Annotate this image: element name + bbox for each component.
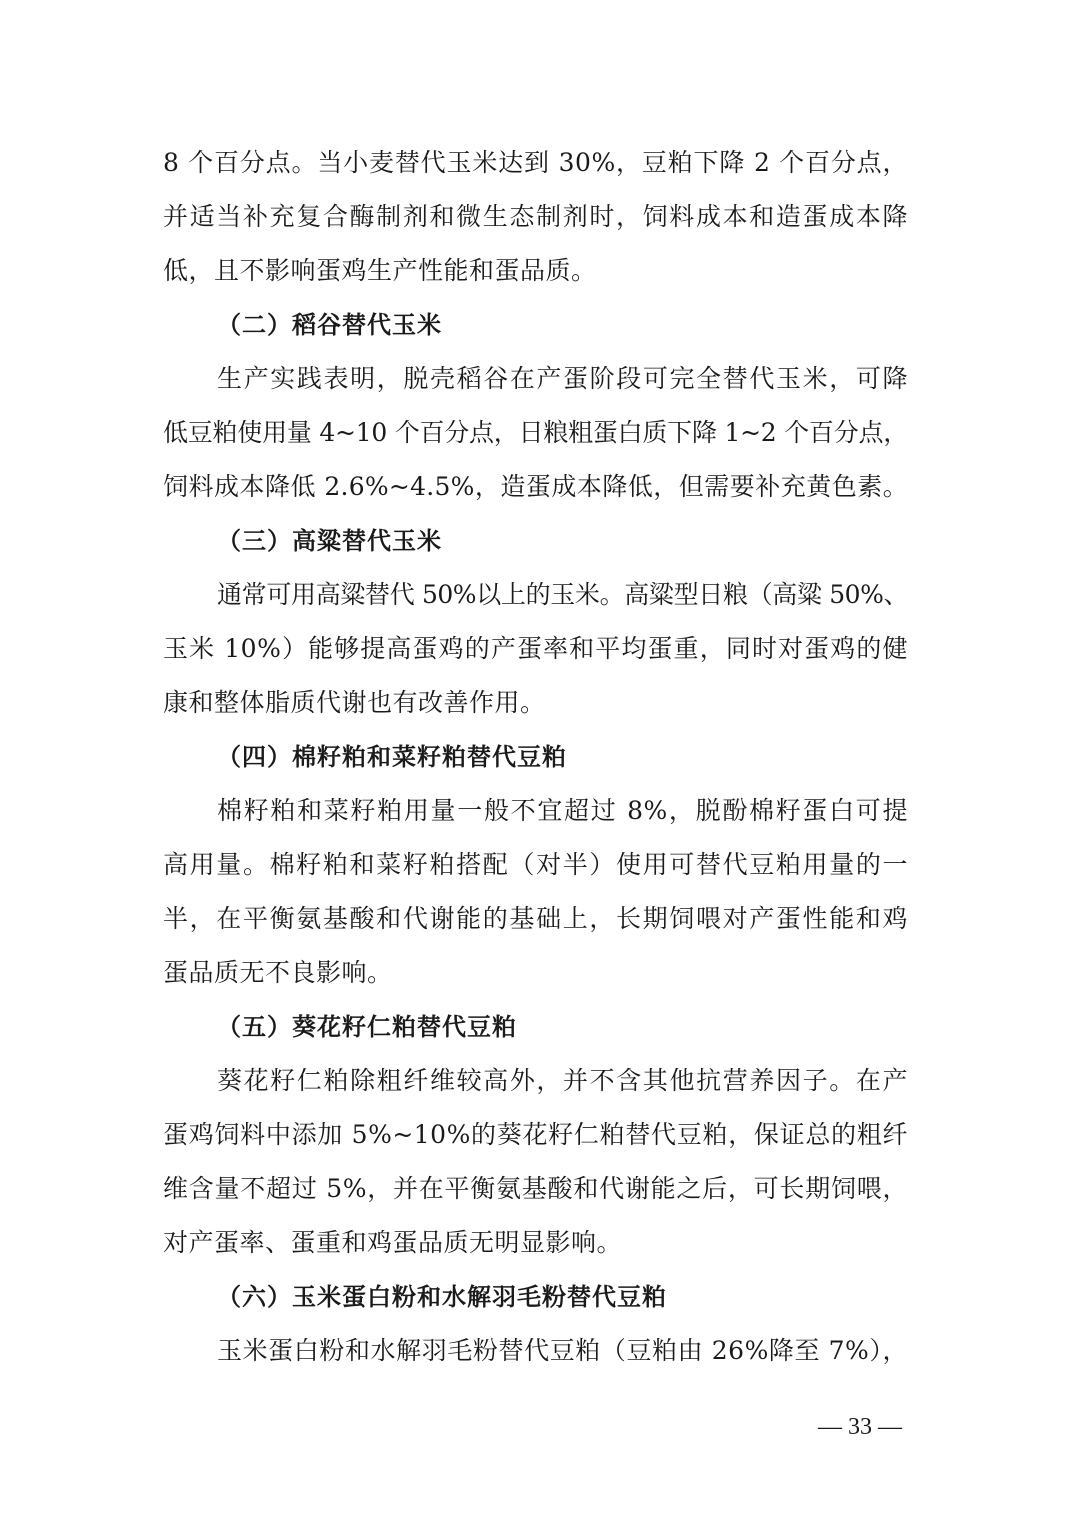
paragraph-line: 蛋品质无不良影响。 xyxy=(163,958,393,987)
paragraph-line: 并适当补充复合酶制剂和微生态制剂时，饲料成本和造蛋成本降 xyxy=(163,202,908,231)
paragraph-line: 玉米蛋白粉和水解羽毛粉替代豆粕（豆粕由 26%降至 7%）， xyxy=(217,1336,908,1365)
section-heading: （四）棉籽粕和菜籽粕替代豆粕 xyxy=(217,743,567,771)
paragraph-line: 生产实践表明，脱壳稻谷在产蛋阶段可完全替代玉米，可降 xyxy=(217,364,908,393)
page-number: — 33 — xyxy=(818,1414,902,1440)
paragraph-line: 高用量。棉籽粕和菜籽粕搭配（对半）使用可替代豆粕用量的一 xyxy=(163,850,908,879)
paragraph-line: 康和整体脂质代谢也有改善作用。 xyxy=(163,688,546,717)
paragraph-line: 通常可用高粱替代 50%以上的玉米。高粱型日粮（高粱 50%、 xyxy=(217,580,908,609)
paragraph-line: 对产蛋率、蛋重和鸡蛋品质无明显影响。 xyxy=(163,1228,623,1257)
paragraph-line: 饲料成本降低 2.6%~4.5%，造蛋成本降低，但需要补充黄色素。 xyxy=(163,472,908,501)
paragraph-line: 葵花籽仁粕除粗纤维较高外，并不含其他抗营养因子。在产 xyxy=(217,1066,908,1095)
section-heading: （三）高粱替代玉米 xyxy=(217,527,442,555)
paragraph-line: 棉籽粕和菜籽粕用量一般不宜超过 8%，脱酚棉籽蛋白可提 xyxy=(217,796,908,825)
section-heading: （六）玉米蛋白粉和水解羽毛粉替代豆粕 xyxy=(217,1283,667,1311)
paragraph-line: 玉米 10%）能够提高蛋鸡的产蛋率和平均蛋重，同时对蛋鸡的健 xyxy=(163,634,908,663)
section-heading: （二）稻谷替代玉米 xyxy=(217,311,442,339)
paragraph-line: 低豆粕使用量 4~10 个百分点，日粮粗蛋白质下降 1~2 个百分点， xyxy=(163,418,908,447)
paragraph-line: 蛋鸡饲料中添加 5%~10%的葵花籽仁粕替代豆粕，保证总的粗纤 xyxy=(163,1120,908,1149)
paragraph-line: 半，在平衡氨基酸和代谢能的基础上，长期饲喂对产蛋性能和鸡 xyxy=(163,904,908,933)
paragraph-line: 维含量不超过 5%，并在平衡氨基酸和代谢能之后，可长期饲喂， xyxy=(163,1174,908,1203)
paragraph-line: 8 个百分点。当小麦替代玉米达到 30%，豆粕下降 2 个百分点， xyxy=(163,148,908,177)
section-heading: （五）葵花籽仁粕替代豆粕 xyxy=(217,1013,517,1041)
paragraph-line: 低，且不影响蛋鸡生产性能和蛋品质。 xyxy=(163,256,597,285)
